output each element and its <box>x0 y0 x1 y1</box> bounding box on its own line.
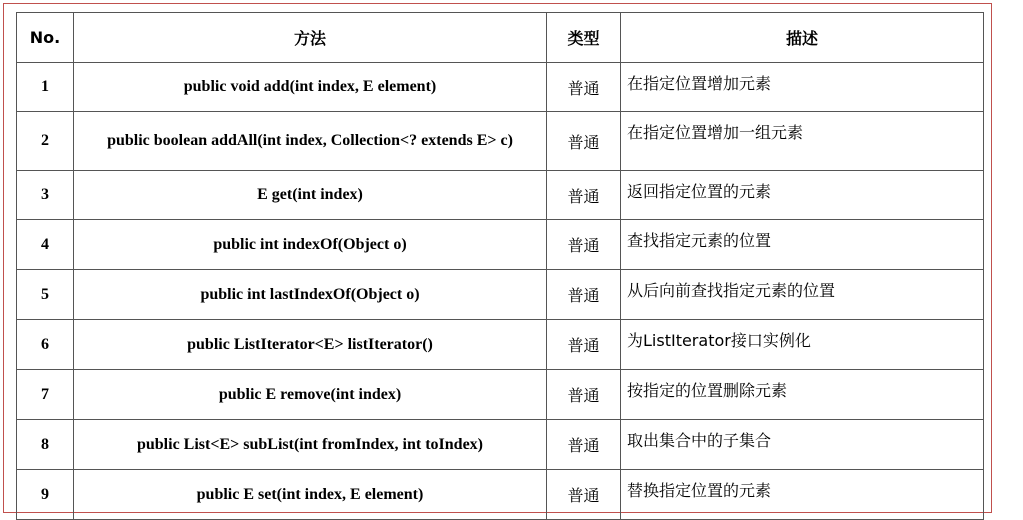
method-signature: E get(int index) <box>74 171 547 220</box>
method-description: 按指定的位置删除元素 <box>621 370 984 420</box>
method-signature: public E remove(int index) <box>74 370 547 420</box>
method-description: 取出集合中的子集合 <box>621 420 984 470</box>
method-signature: public ListIterator<E> listIterator() <box>74 320 547 370</box>
header-no: No. <box>17 13 74 63</box>
table-row <box>17 171 984 220</box>
method-type: 普通 <box>547 171 621 220</box>
list-methods-table <box>16 12 984 520</box>
method-type: 普通 <box>547 320 621 370</box>
table-row <box>17 320 984 370</box>
method-description: 为ListIterator接口实例化 <box>621 320 984 370</box>
method-signature: public int lastIndexOf(Object o) <box>74 270 547 320</box>
table-row <box>17 63 984 112</box>
table-row <box>17 370 984 420</box>
row-number: 7 <box>17 370 74 420</box>
method-description: 在指定位置增加元素 <box>621 63 984 112</box>
table-header-row <box>17 13 984 63</box>
header-method: 方法 <box>74 13 547 63</box>
method-signature: public int indexOf(Object o) <box>74 220 547 270</box>
method-signature: public boolean addAll(int index, Collection<? extends E> c) <box>74 112 547 171</box>
method-type: 普通 <box>547 420 621 470</box>
method-type: 普通 <box>547 112 621 171</box>
row-number: 8 <box>17 420 74 470</box>
method-description: 查找指定元素的位置 <box>621 220 984 270</box>
table-row <box>17 220 984 270</box>
method-description: 返回指定位置的元素 <box>621 171 984 220</box>
method-type: 普通 <box>547 63 621 112</box>
header-type: 类型 <box>547 13 621 63</box>
row-number: 9 <box>17 470 74 520</box>
method-signature: public void add(int index, E element) <box>74 63 547 112</box>
row-number: 3 <box>17 171 74 220</box>
row-number: 5 <box>17 270 74 320</box>
method-type: 普通 <box>547 470 621 520</box>
row-number: 1 <box>17 63 74 112</box>
method-type: 普通 <box>547 270 621 320</box>
method-signature: public List<E> subList(int fromIndex, int toIndex) <box>74 420 547 470</box>
method-signature: public E set(int index, E element) <box>74 470 547 520</box>
row-number: 6 <box>17 320 74 370</box>
table-row <box>17 420 984 470</box>
table-row <box>17 270 984 320</box>
row-number: 4 <box>17 220 74 270</box>
method-description: 从后向前查找指定元素的位置 <box>621 270 984 320</box>
method-type: 普通 <box>547 220 621 270</box>
image-frame <box>3 3 992 513</box>
table-row <box>17 112 984 171</box>
row-number: 2 <box>17 112 74 171</box>
table-row <box>17 470 984 520</box>
header-description: 描述 <box>621 13 984 63</box>
method-description: 在指定位置增加一组元素 <box>621 112 984 171</box>
method-description: 替换指定位置的元素 <box>621 470 984 520</box>
method-type: 普通 <box>547 370 621 420</box>
